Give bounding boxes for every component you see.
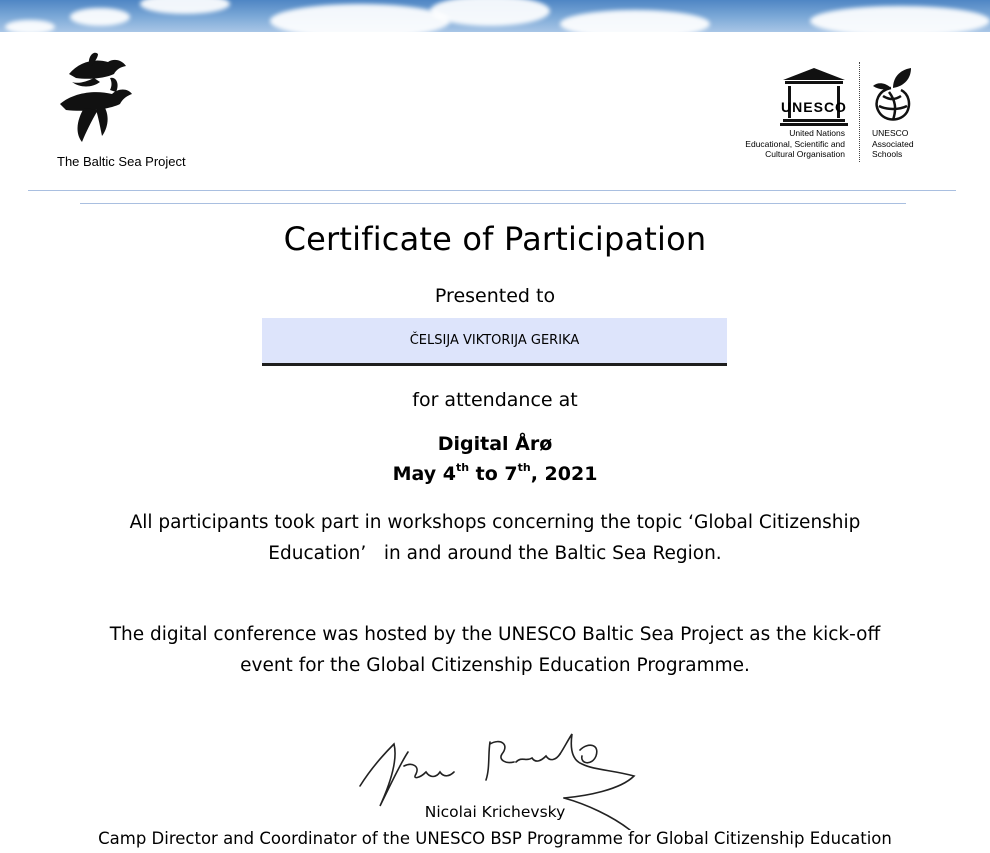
signer-name: Nicolai Krichevsky	[424, 803, 566, 821]
signer-role: Camp Director and Coordinator of the UNESCO BSP Programme for Global Citizenship Education	[98, 829, 892, 848]
paragraph-line: event for the Global Citizenship Education Programme.	[240, 655, 750, 676]
workshop-paragraph	[100, 507, 890, 569]
unesco-caption-line: Educational, Scientific and	[745, 138, 845, 149]
baltic-sea-project-logo	[48, 44, 218, 174]
event-dates	[0, 463, 990, 485]
date-part: May 4	[392, 463, 456, 485]
paragraph-line: All participants took part in workshops concerning the topic ‘Global Citizenship	[129, 512, 861, 533]
certificate-title: Certificate of Participation	[283, 220, 707, 258]
birds-icon	[54, 48, 149, 153]
asp-caption-line: Schools	[872, 149, 903, 159]
asp-caption-line: UNESCO	[872, 128, 909, 138]
logo-divider	[859, 62, 860, 162]
sky-banner	[0, 0, 990, 32]
unesco-caption-line: United Nations	[789, 128, 845, 138]
paragraph-line: Education’ in and around the Baltic Sea Region.	[268, 543, 722, 564]
date-part: , 2021	[530, 463, 598, 485]
header-rule-bottom	[80, 203, 906, 204]
unesco-caption	[745, 128, 845, 160]
recipient-underline	[262, 363, 727, 366]
conference-paragraph	[100, 619, 890, 681]
recipient-name: ČELSIJA VIKTORIJA GERIKA	[409, 333, 580, 348]
asp-caption	[872, 128, 914, 160]
header-rule-top	[28, 190, 956, 191]
unesco-wordmark: UNESCO	[781, 99, 847, 115]
bsp-caption: The Baltic Sea Project	[57, 154, 186, 169]
date-part: to 7	[469, 463, 518, 485]
date-suffix: th	[517, 461, 531, 474]
presented-to-label: Presented to	[434, 285, 556, 307]
date-suffix: th	[455, 461, 470, 474]
recipient-name-field	[262, 318, 727, 364]
unesco-logo-block	[735, 60, 935, 170]
unesco-temple-icon	[779, 66, 849, 126]
asp-caption-line: Associated	[872, 138, 914, 149]
globe-leaf-icon	[869, 64, 919, 124]
paragraph-line: The digital conference was hosted by the UNESCO Baltic Sea Project as the kick-off	[109, 624, 881, 645]
event-name: Digital Årø	[437, 433, 553, 455]
attendance-label: for attendance at	[412, 389, 578, 411]
unesco-caption-line: Cultural Organisation	[765, 149, 845, 159]
